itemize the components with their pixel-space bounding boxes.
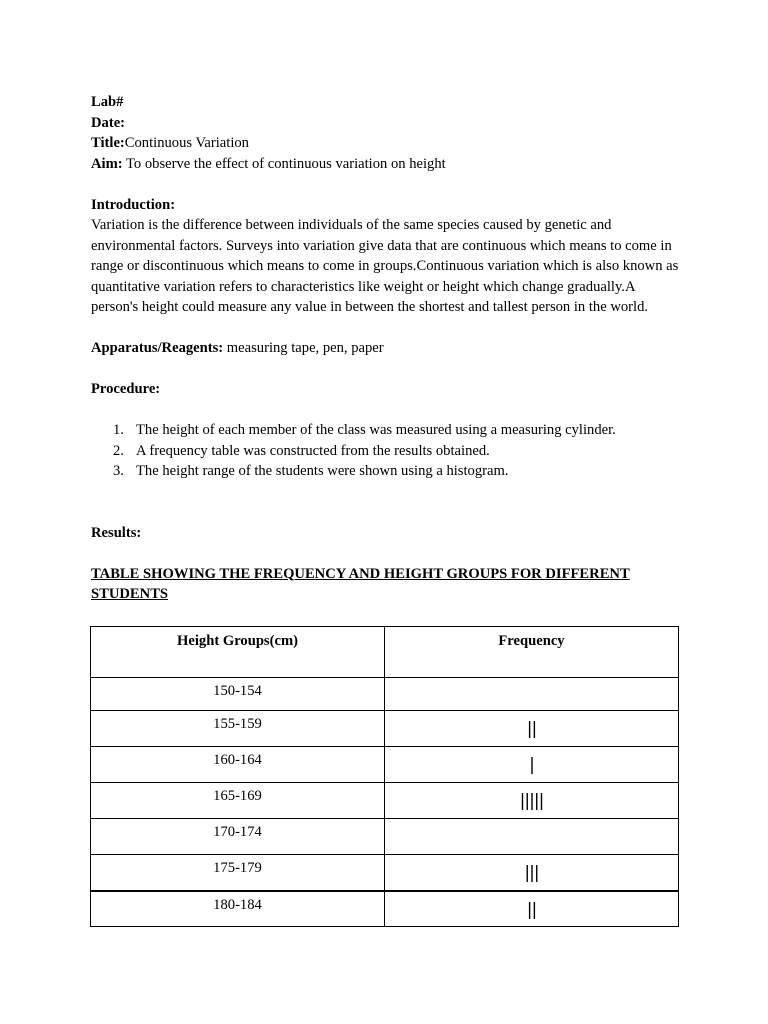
title-label: Title: <box>91 135 125 151</box>
step-text: A frequency table was constructed from the results obtained. <box>136 442 490 459</box>
tally-marks: ||| <box>524 863 539 883</box>
step-number: 2. <box>113 442 124 459</box>
procedure-list <box>91 420 681 482</box>
introduction-heading-text: Introduction: <box>91 196 176 213</box>
table-row <box>91 891 679 927</box>
step-number: 1. <box>113 422 124 438</box>
table-row <box>91 783 679 819</box>
table-header-row <box>91 627 679 678</box>
procedure-heading <box>91 379 681 400</box>
results-heading-text: Results: <box>91 524 142 541</box>
height-group-cell: 155-159 <box>91 711 385 747</box>
column-header-frequency: Frequency <box>385 627 679 678</box>
procedure-step <box>91 441 681 462</box>
frequency-table <box>90 626 679 927</box>
introduction-heading <box>91 195 681 216</box>
table-row <box>91 819 679 855</box>
procedure-step <box>91 461 681 482</box>
lab-number-line <box>91 92 681 113</box>
tally-marks: || <box>526 899 537 920</box>
date-line <box>91 113 681 134</box>
lab-report-page <box>91 92 681 605</box>
step-text: The height range of the students were shown using a histogram. <box>136 463 509 479</box>
table-title: TABLE SHOWING THE FREQUENCY AND HEIGHT GROUPS FOR DIFFERENT STUDENTS <box>91 565 630 602</box>
results-heading <box>91 523 681 544</box>
introduction-text: Variation is the difference between individuals of the same species caused by genetic and environmental factors. Surveys into variation give data that are continuous which means to come in range or discontinuous which means to come in groups.Continuous variation which is also known as quantitative variation refers to characteristics like weight or height which change gradually.A person's height could measure any value in between the shortest and tallest person in the world. <box>91 217 679 315</box>
column-header-height-groups: Height Groups(cm) <box>91 627 385 678</box>
height-group-cell: 175-179 <box>91 855 385 891</box>
height-group-cell: 150-154 <box>91 678 385 711</box>
procedure-step <box>91 420 681 441</box>
tally-marks: || <box>526 719 537 739</box>
apparatus-value: measuring tape, pen, paper <box>223 340 384 356</box>
tally-marks: | <box>529 755 534 775</box>
frequency-cell <box>385 891 679 927</box>
apparatus-label: Apparatus/Reagents: <box>91 340 224 356</box>
title-line <box>91 133 681 154</box>
aim-line <box>91 154 681 175</box>
step-number: 3. <box>113 463 124 479</box>
apparatus-line <box>91 338 681 359</box>
frequency-cell <box>385 783 679 819</box>
table-row <box>91 855 679 891</box>
table-row <box>91 711 679 747</box>
aim-label: Aim: <box>91 155 123 172</box>
date-label: Date: <box>91 114 126 131</box>
aim-value: To observe the effect of continuous variation on height <box>122 155 446 172</box>
height-group-cell: 160-164 <box>91 747 385 783</box>
table-row <box>91 678 679 711</box>
table-row <box>91 747 679 783</box>
tally-marks: ||||| <box>519 791 544 811</box>
height-group-cell: 170-174 <box>91 819 385 855</box>
frequency-cell <box>385 678 679 711</box>
procedure-heading-text: Procedure: <box>91 381 161 397</box>
frequency-cell <box>385 711 679 747</box>
title-value: Continuous Variation <box>124 135 249 151</box>
frequency-cell <box>385 747 679 783</box>
frequency-cell <box>385 819 679 855</box>
step-text: The height of each member of the class was measured using a measuring cylinder. <box>136 422 616 438</box>
height-group-cell: 165-169 <box>91 783 385 819</box>
frequency-cell <box>385 855 679 891</box>
height-group-cell: 180-184 <box>91 891 385 927</box>
lab-label: Lab# <box>91 94 124 110</box>
